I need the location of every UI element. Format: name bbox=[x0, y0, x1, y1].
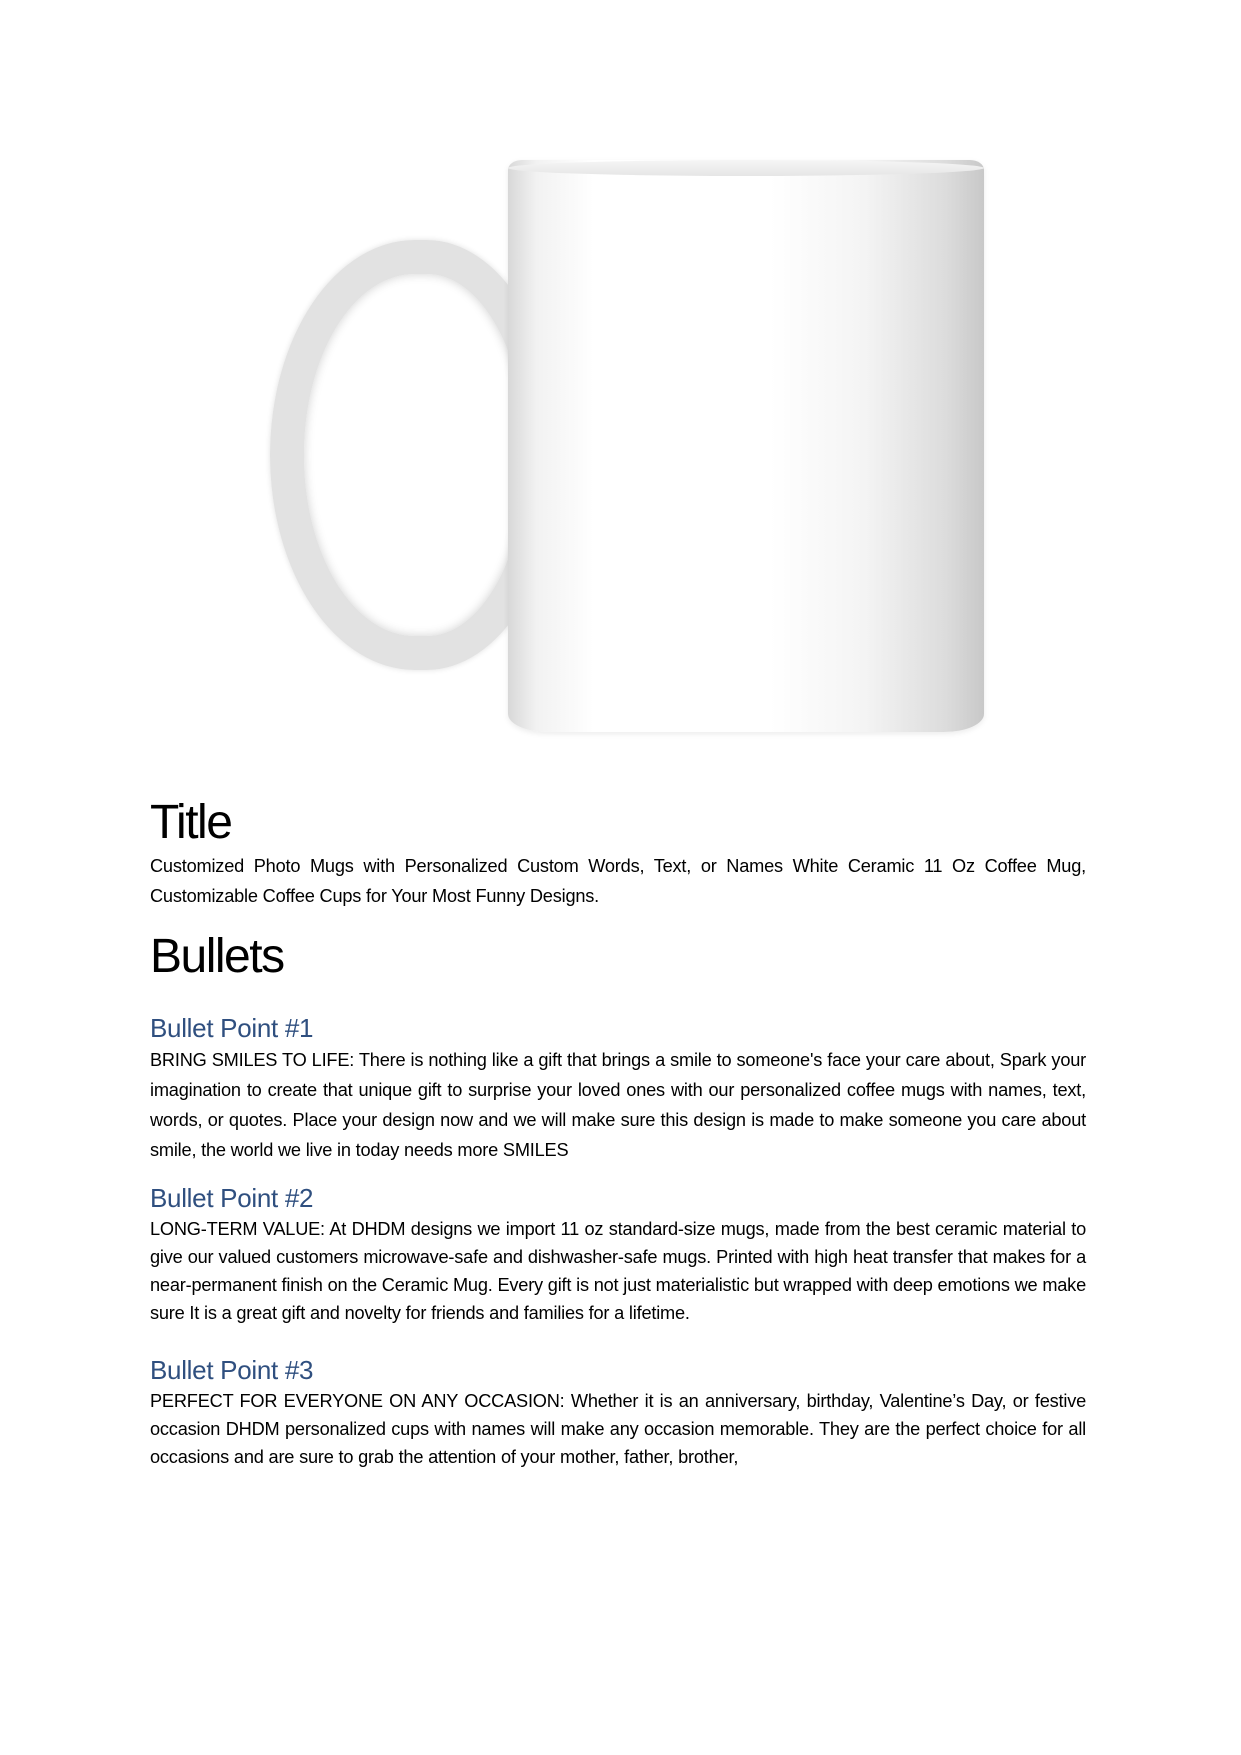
product-image-mug bbox=[258, 150, 988, 740]
mug-custom-text bbox=[536, 240, 976, 704]
title-heading: Title bbox=[150, 796, 232, 849]
mug-text-line: HERE bbox=[619, 592, 892, 700]
title-text: Customized Photo Mugs with Personalized Custom Words, Text, or Names White Ceramic 11 Oz Coffee Mug, Customizable Coffee Cups for Your Most Funny Designs. bbox=[150, 856, 1086, 906]
bullet-point-3-heading: Bullet Point #3 bbox=[150, 1355, 314, 1385]
bullet-point-1-heading: Bullet Point #1 bbox=[150, 1013, 314, 1043]
mug-body bbox=[508, 160, 984, 732]
bullets-heading: Bullets bbox=[150, 930, 284, 983]
bullet-point-2-text: LONG-TERM VALUE: At DHDM designs we import 11 oz standard-size mugs, made from the best ceramic material to give our valued customers microwave-safe and dishwasher-safe mugs. Printed with high heat transfer that makes for a near-permanent finish on the Ceramic Mug. Every gift is not just materialistic but wrapped with deep emotions we make sure It is a great gift and novelty for friends and families for a lifetime. bbox=[150, 1219, 1086, 1323]
mug-text-line: TEXT bbox=[631, 476, 881, 584]
bullet-point-3-text: PERFECT FOR EVERYONE ON ANY OCCASION: Whether it is an anniversary, birthday, Valentine’s Day, or festive occasion DHDM personalized cups with names will make any occasion memorable. They are the perfect choice for all occasions and are sure to grab the attention of your mother, father, brother, bbox=[150, 1391, 1086, 1467]
bullet-point-1-text: BRING SMILES TO LIFE: There is nothing like a gift that brings a smile to someone's face your care about, Spark your imagination to create that unique gift to surprise your loved ones with our personalized coffee mugs with names, text, words, or quotes. Place your design now and we will make sure this design is made to make someone you care about smile, the world we live in today needs more SMILES bbox=[150, 1050, 1086, 1160]
mug-text-line: CUSTOM bbox=[553, 360, 976, 468]
mug-text-line: YOUR bbox=[620, 244, 892, 352]
mug-rim bbox=[508, 160, 984, 176]
bullet-point-2-heading: Bullet Point #2 bbox=[150, 1183, 314, 1213]
document-content bbox=[150, 795, 1086, 1471]
